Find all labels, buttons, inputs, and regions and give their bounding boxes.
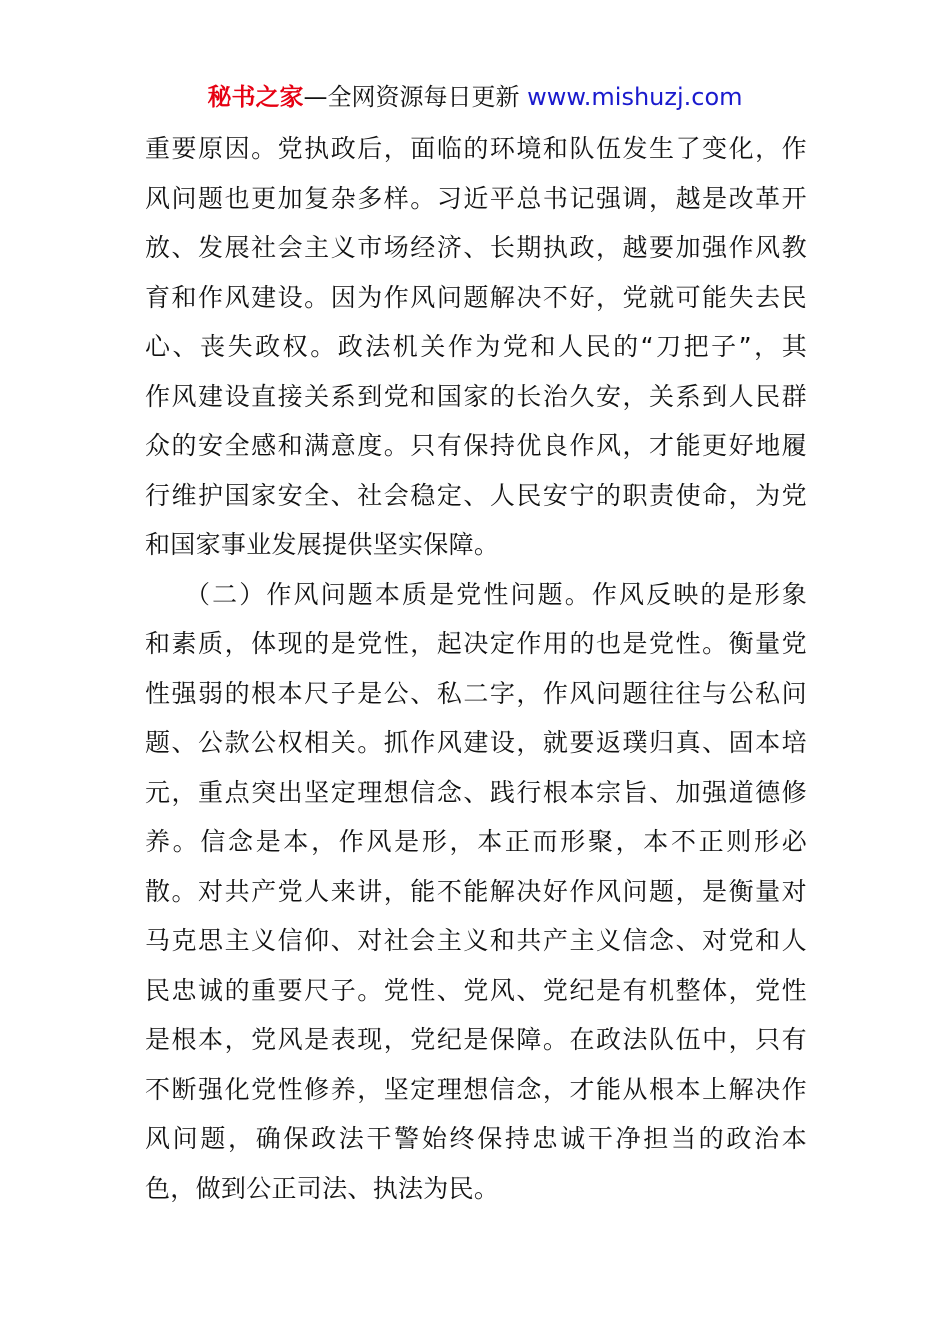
text-line: 元，重点突出坚定理想信念、践行根本宗旨、加强道德修	[145, 777, 807, 807]
text-line: 和国家事业发展提供坚实保障。	[145, 530, 500, 559]
text-line: 风问题，确保政法干警始终保持忠诚干净担当的政治本	[145, 1124, 807, 1153]
paragraph	[145, 124, 807, 570]
text-line: 和素质，体现的是党性，起决定作用的也是党性。衡量党	[145, 629, 807, 658]
text-line: 色，做到公正司法、执法为民。	[145, 1173, 500, 1203]
site-header	[0, 80, 950, 114]
text-line: 马克思主义信仰、对社会主义和共产主义信念、对党和人	[145, 926, 807, 955]
text-line: （二）作风问题本质是党性问题。作风反映的是形象	[185, 579, 807, 609]
brand-name: 秘书之家	[207, 83, 304, 111]
site-url-link[interactable]: www.mishuzj.com	[527, 83, 743, 111]
paragraph	[145, 570, 807, 1214]
text-line: 众的安全感和满意度。只有保持优良作风，才能更好地履	[145, 431, 807, 460]
text-line: 散。对共产党人来讲，能不能解决好作风问题，是衡量对	[145, 876, 807, 906]
header-slogan: —全网资源每日更新	[303, 83, 528, 111]
text-line: 养。信念是本，作风是形，本正而形聚，本不正则形必	[145, 827, 807, 856]
text-line: 不断强化党性修养，坚定理想信念，才能从根本上解决作	[145, 1074, 807, 1104]
text-line: 民忠诚的重要尺子。党性、党风、党纪是有机整体，党性	[145, 975, 807, 1005]
text-line: 是根本，党风是表现，党纪是保障。在政法队伍中，只有	[145, 1025, 807, 1054]
text-line: 心、丧失政权。政法机关作为党和人民的“刀把子”，其	[145, 332, 807, 361]
text-line: 题、公款公权相关。抓作风建设，就要返璞归真、固本培	[145, 728, 807, 757]
text-line: 性强弱的根本尺子是公、私二字，作风问题往往与公私问	[145, 678, 807, 708]
text-line: 放、发展社会主义市场经济、长期执政，越要加强作风教	[145, 233, 807, 262]
text-line: 行维护国家安全、社会稳定、人民安宁的职责使命，为党	[145, 480, 807, 510]
text-line: 风问题也更加复杂多样。习近平总书记强调，越是改革开	[145, 183, 807, 213]
document-body	[145, 124, 807, 1213]
text-line: 重要原因。党执政后，面临的环境和队伍发生了变化，作	[145, 134, 807, 163]
text-line: 育和作风建设。因为作风问题解决不好，党就可能失去民	[145, 282, 807, 312]
text-line: 作风建设直接关系到党和国家的长治久安，关系到人民群	[145, 381, 807, 411]
